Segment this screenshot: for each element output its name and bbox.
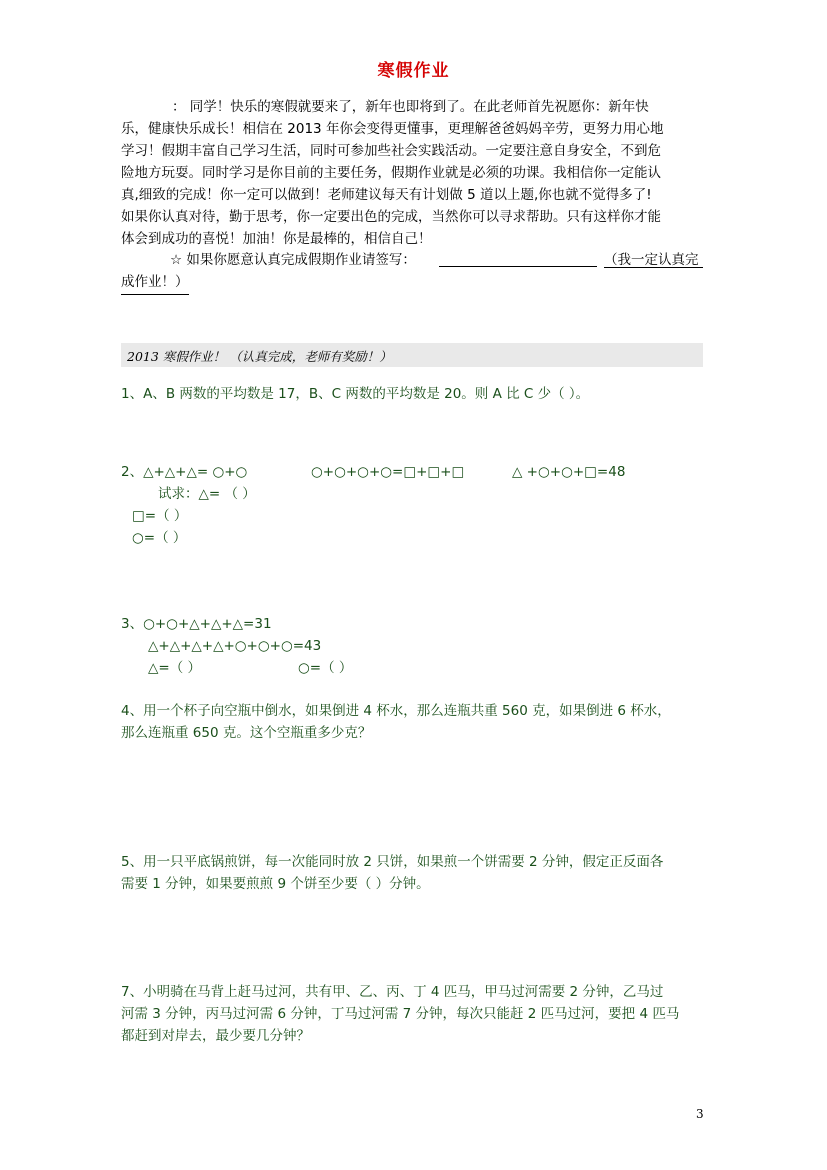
- question-7-line2: 河需 3 分钟，丙马过河需 6 分钟，丁马过河需 7 分钟，每次只能赶 2 匹马过河，要把 4 匹马: [121, 1006, 680, 1022]
- question-4-line2: 那么连瓶重 650 克。这个空瓶重多少克？: [121, 725, 372, 741]
- question-1: 1、A、B 两数的平均数是 17，B、C 两数的平均数是 20。则 A 比 C 少（ ）。: [121, 386, 590, 402]
- question-2-eq1: 2、△+△+△= ○+○: [121, 464, 248, 480]
- banner-text: 2013 寒假作业！ （认真完成，老师有奖励！）: [127, 349, 392, 364]
- question-4-line1: 4、用一个杯子向空瓶中倒水，如果倒进 4 杯水，那么连瓶共重 560 克，如果倒进 6 杯水，: [121, 703, 671, 719]
- question-2-eq3: △ +○+○+□=48: [512, 464, 626, 480]
- question-2-circle-answer: ○=（ ）: [132, 530, 187, 546]
- signature-field[interactable]: [439, 266, 597, 267]
- star-icon: ☆: [170, 252, 183, 268]
- sign-suffix-1: （我一定认真完: [604, 252, 699, 268]
- page-title: 寒假作业: [377, 61, 450, 81]
- question-2-eq2: ○+○+○+○=□+□+□: [311, 464, 465, 480]
- question-3-triangle-answer: △=（ ）: [148, 660, 201, 676]
- question-5-line2: 需要 1 分钟，如果要煎煎 9 个饼至少要（ ）分钟。: [121, 876, 430, 892]
- question-2-try: 试求：△= （ ）: [158, 486, 256, 502]
- intro-line-1: ： 同学！快乐的寒假就要来了，新年也即将到了。在此老师首先祝愿你：新年快: [172, 99, 649, 115]
- question-7-line1: 7、小明骑在马背上赶马过河，共有甲、乙、丙、丁 4 匹马，甲马过河需要 2 分钟，乙马过: [121, 984, 664, 1000]
- question-3-circle-answer: ○=（ ）: [298, 660, 353, 676]
- question-5-line1: 5、用一只平底锅煎饼，每一次能同时放 2 只饼，如果煎一个饼需要 2 分钟，假定正反面各: [121, 854, 664, 870]
- homework-banner: [121, 343, 703, 367]
- question-7-line3: 都赶到对岸去，最少要几分钟？: [121, 1028, 310, 1044]
- intro-line-6: 如果你认真对待，勤于思考，你一定要出色的完成，当然你可以寻求帮助。只有这样你才能: [121, 209, 661, 225]
- intro-line-7: 体会到成功的喜悦！加油！你是最棒的，相信自己！: [121, 231, 432, 247]
- sign-prompt: 如果你愿意认真完成假期作业请签写：: [186, 252, 416, 268]
- intro-line-2: 乐，健康快乐成长！相信在 2013 年你会变得更懂事，更理解爸爸妈妈辛劳，更努力用心地: [121, 121, 664, 137]
- question-3-eq1: 3、○+○+△+△+△=31: [121, 616, 272, 632]
- page-number: 3: [696, 1107, 704, 1121]
- sign-row: [170, 249, 416, 272]
- question-3-eq2: △+△+△+△+○+○+○=43: [148, 638, 322, 654]
- sign-suffix-2: 成作业！）: [121, 271, 189, 295]
- intro-line-5: 真,细致的完成！你一定可以做到！老师建议每天有计划做 5 道以上题,你也就不觉得多了!: [121, 187, 652, 203]
- question-2-square-answer: □=（ ）: [132, 508, 188, 524]
- intro-line-4: 险地方玩耍。同时学习是你目前的主要任务，假期作业就是必须的功课。我相信你一定能认: [121, 165, 661, 181]
- intro-line-3: 学习！假期丰富自己学习生活，同时可参加些社会实践活动。一定要注意自身安全，不到危: [121, 143, 661, 159]
- sign-suffix-underline: [604, 267, 703, 268]
